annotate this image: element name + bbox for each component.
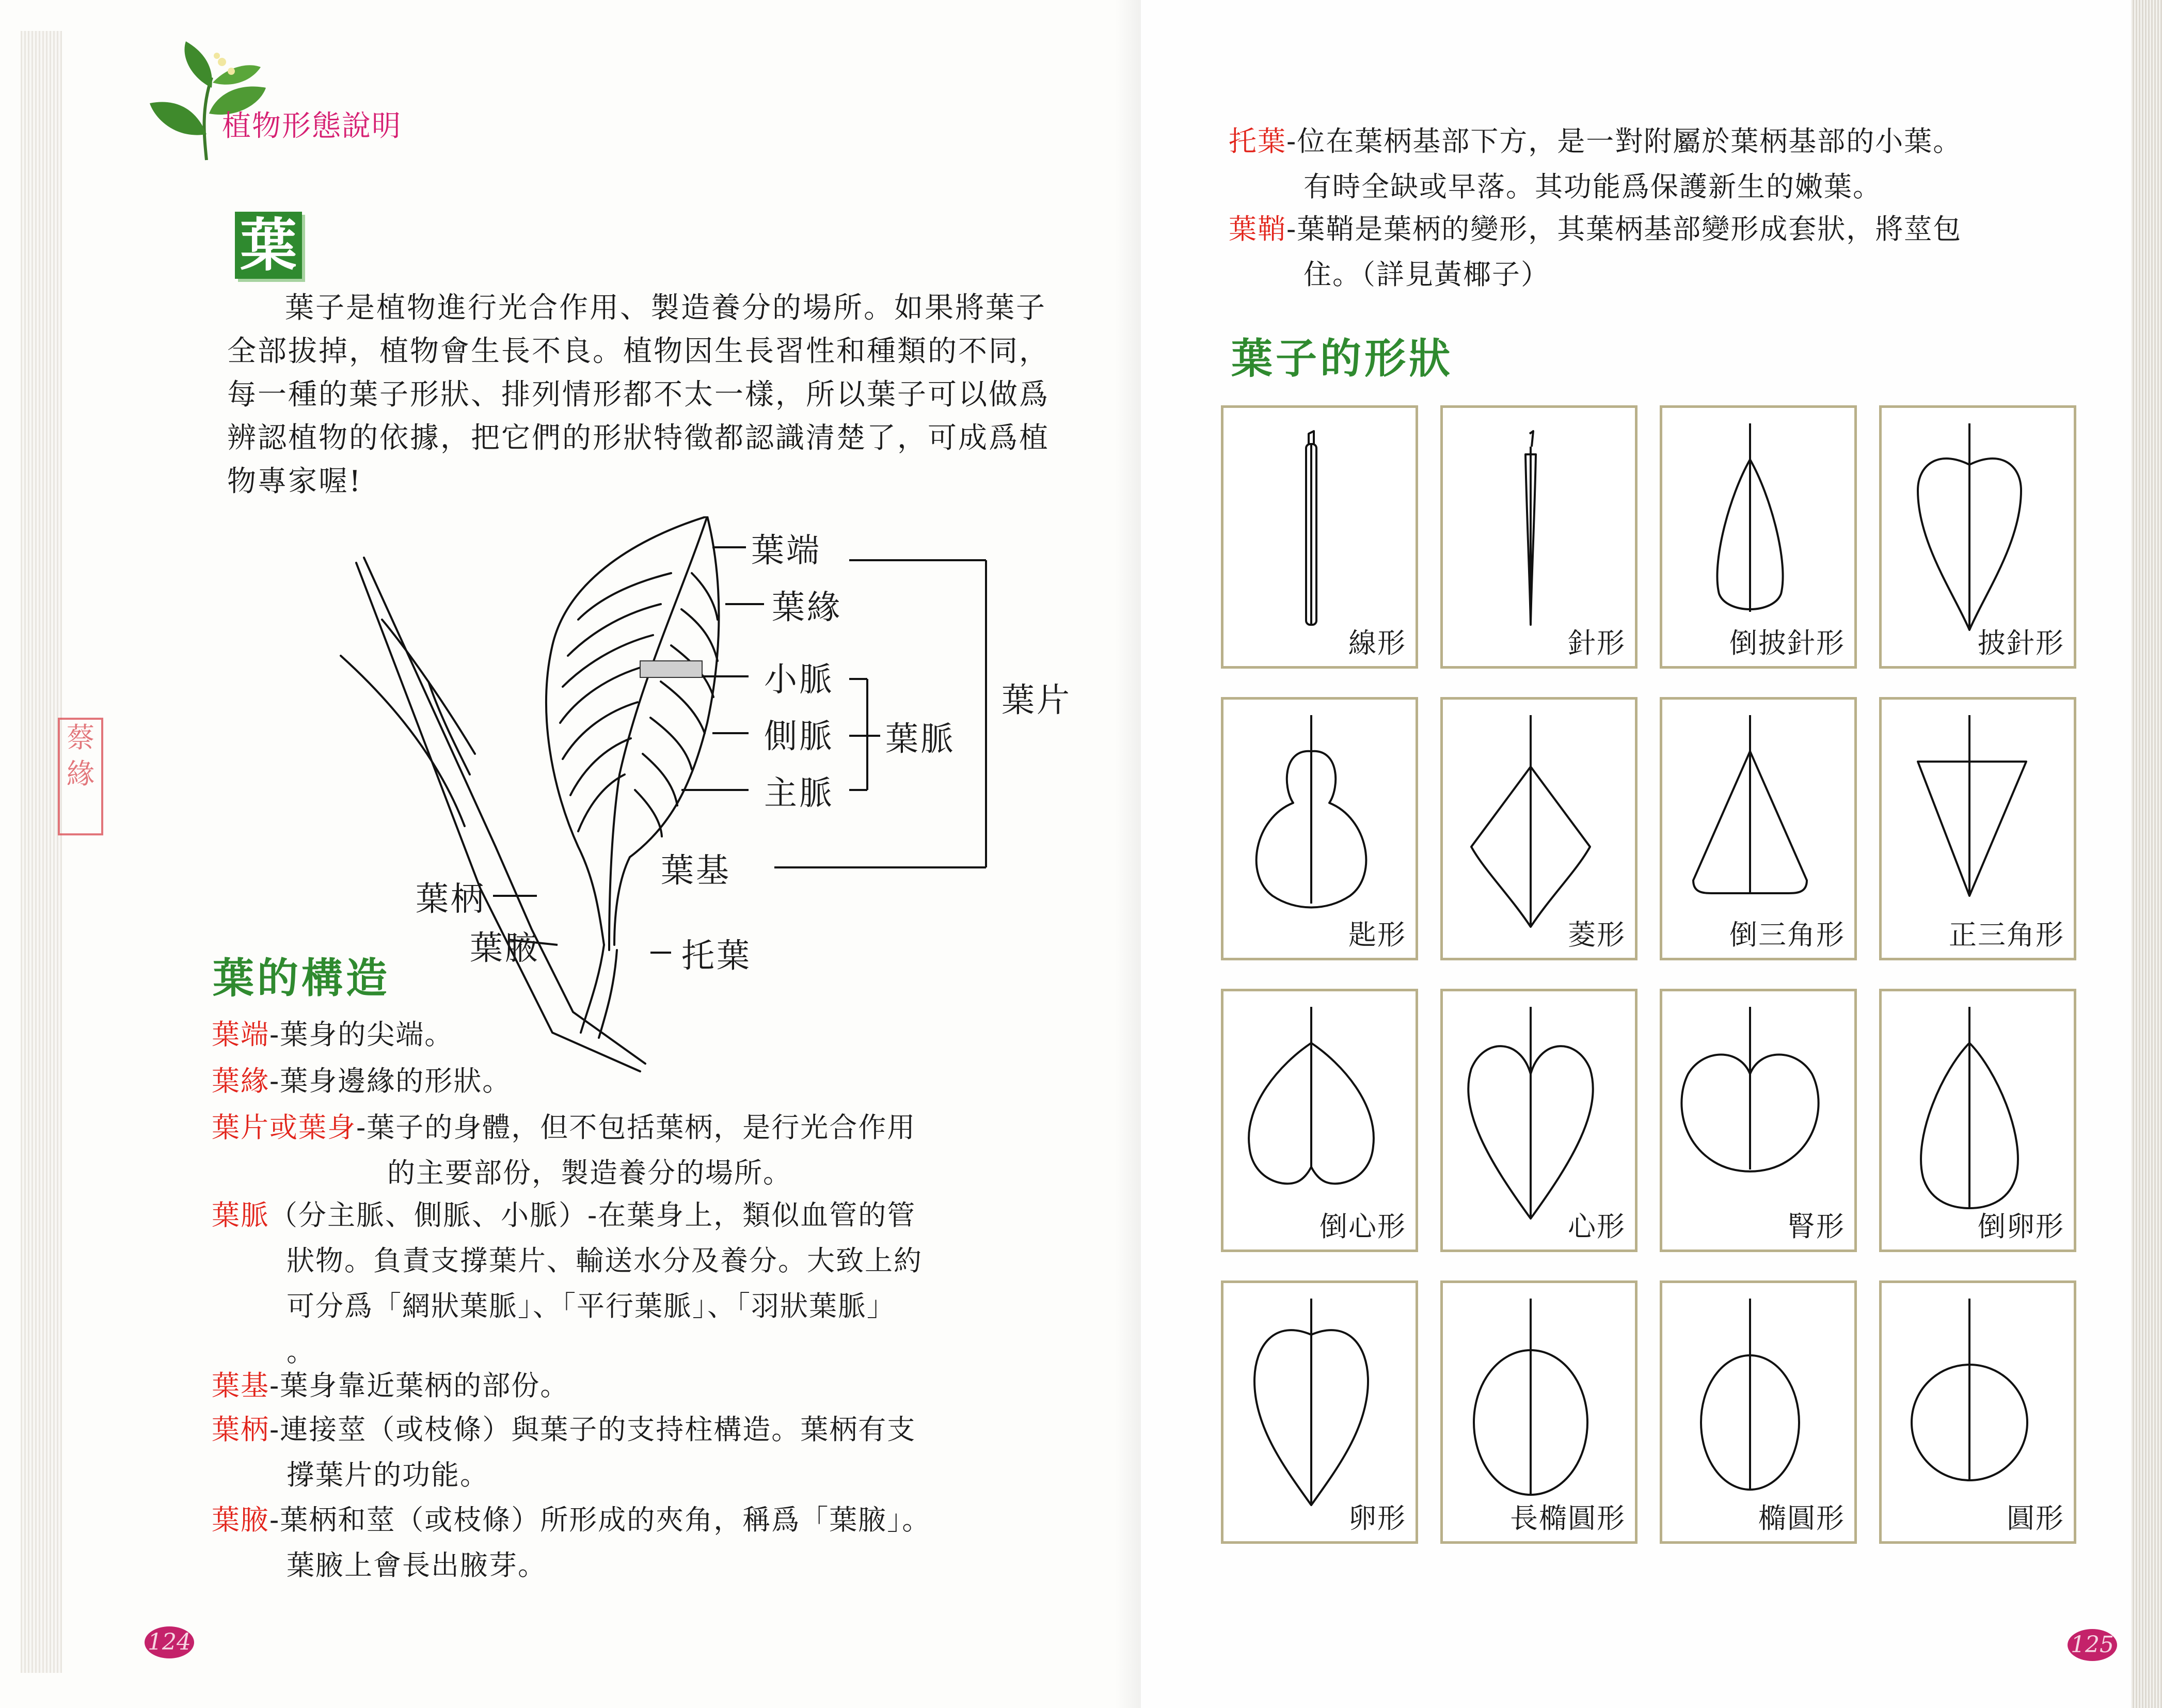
- red-seal-stamp: 蔡緣: [58, 718, 103, 835]
- intro-paragraph: [227, 287, 1053, 503]
- definition-text: 葉腋上會長出腋芽。: [287, 1549, 547, 1582]
- leaf-drawing: [310, 516, 1110, 1095]
- leaf-sprig-icon: [139, 31, 274, 165]
- page-edges: [21, 31, 62, 1673]
- definition-text: -連接莖（或枝條）與葉子的支持柱構造。葉柄有支: [269, 1413, 916, 1446]
- leaf-shape-label: 倒卵形: [1978, 1210, 2064, 1243]
- definition-text: 。: [287, 1335, 315, 1368]
- leaf-shape-label: 匙形: [1348, 919, 1406, 951]
- leaf-shape-cell: [1660, 405, 1857, 669]
- intro-line: 葉子是植物進行光合作用、製造養分的場所。如果將葉: [285, 291, 1016, 325]
- definition-term: 葉脈: [212, 1199, 269, 1231]
- label-axil: 葉腋: [470, 929, 540, 968]
- leaf-shape-cell: [1440, 405, 1638, 669]
- definition-stipule: [1229, 119, 2106, 210]
- definition-leaf-sheath: [1229, 207, 2106, 297]
- leaf-shape-cell: [1879, 405, 2076, 669]
- structure-title: 葉的構造: [213, 954, 390, 1002]
- definition-text: 有時全缺或早落。其功能爲保護新生的嫩葉。: [1303, 170, 1882, 203]
- leaf-shape-label: 倒心形: [1320, 1210, 1406, 1243]
- leaf-shape-label: 圓形: [2007, 1502, 2064, 1535]
- definition-term: 托葉: [1229, 125, 1286, 157]
- definition-text: -葉鞘是葉柄的變形，其葉柄基部變形成套狀，將莖包: [1286, 213, 1962, 245]
- section-char-badge: 葉: [235, 212, 302, 279]
- definition-text: -葉柄和莖（或枝條）所形成的夾角，稱爲「葉腋」。: [269, 1504, 931, 1536]
- page-number-right: 125: [2068, 1629, 2117, 1661]
- definition-leaf-base: [212, 1363, 1017, 1409]
- leaf-shape-cell: [1221, 1280, 1418, 1544]
- page-edges-right: [2131, 0, 2162, 1708]
- definition-petiole: [212, 1407, 1017, 1498]
- leaf-shape-cell: [1660, 989, 1857, 1252]
- definition-text: -葉身靠近葉柄的部份。: [269, 1369, 569, 1402]
- leaf-shape-label: 正三角形: [1949, 919, 2064, 951]
- label-midrib: 主脈: [764, 774, 834, 813]
- intro-line: 以做爲辨認植物的依據，把它們的形狀特徵都認識清楚了，: [227, 378, 1050, 455]
- leaf-shape-label: 腎形: [1787, 1210, 1845, 1243]
- definition-term: 葉緣: [212, 1065, 269, 1097]
- leaf-shape-label: 倒三角形: [1729, 919, 1845, 951]
- leaf-structure-diagram: [310, 516, 1110, 1095]
- definition-leaf-tip: [212, 1012, 1017, 1057]
- definition-term: 葉鞘: [1229, 213, 1286, 245]
- leaf-shape-cell: [1440, 1280, 1638, 1544]
- leaf-shape-cell: [1879, 989, 2076, 1252]
- leaf-shape-cell: [1660, 1280, 1857, 1544]
- definition-term: 葉柄: [212, 1413, 269, 1446]
- definition-veins: [212, 1193, 1017, 1374]
- leaf-shape-label: 長橢圓形: [1510, 1502, 1626, 1535]
- leaf-shape-label: 倒披針形: [1729, 627, 1845, 659]
- definition-text: 狀物。負責支撐葉片、輸送水分及養分。大致上約: [287, 1244, 923, 1277]
- leaf-shape-label: 心形: [1568, 1210, 1626, 1243]
- leaf-shape-cell: [1221, 697, 1418, 960]
- label-leaf-tip: 葉端: [751, 532, 821, 570]
- definition-text: -位在葉柄基部下方，是一對附屬於葉柄基部的小葉。: [1286, 125, 1962, 157]
- definition-text: -葉子的身體，但不包括葉柄，是行光合作用: [356, 1111, 916, 1144]
- definition-leaf-margin: [212, 1058, 1017, 1104]
- leaf-shape-label: 橢圓形: [1758, 1502, 1845, 1535]
- definition-text: -葉身的尖端。: [269, 1018, 454, 1051]
- definition-text: 住。（詳見黃椰子）: [1303, 258, 1550, 291]
- label-veins: 葉脈: [885, 720, 956, 758]
- leaf-shape-cell: [1440, 697, 1638, 960]
- definition-term: 葉腋: [212, 1504, 269, 1536]
- definition-text: 的主要部份，製造養分的場所。: [387, 1157, 792, 1189]
- definition-text: （分主脈、側脈、小脈）-在葉身上，類似血管的管: [269, 1199, 916, 1231]
- definition-text: 可分爲「網狀葉脈」、「平行葉脈」、「羽狀葉脈」: [287, 1290, 896, 1322]
- page-number-left: 124: [145, 1626, 194, 1658]
- definition-term: 葉端: [212, 1018, 269, 1051]
- definition-text: 撐葉片的功能。: [287, 1459, 489, 1491]
- leaf-shape-label: 針形: [1568, 627, 1626, 659]
- leaf-shape-cell: [1879, 1280, 2076, 1544]
- label-lateral-vein: 側脈: [764, 718, 834, 756]
- right-page: [1141, 0, 2162, 1708]
- label-petiole: 葉柄: [416, 880, 486, 919]
- leaf-shape-cell: [1221, 405, 1418, 669]
- leaf-shape-cell: [1879, 697, 2076, 960]
- leaf-shape-cell: [1440, 989, 1638, 1252]
- leaf-shape-cell: [1221, 989, 1418, 1252]
- definition-term: 葉片或葉身: [212, 1111, 356, 1144]
- label-veinlet: 小脈: [764, 661, 834, 699]
- leaf-shape-label: 披針形: [1978, 627, 2064, 659]
- intro-line: 可成爲植物專家喔!: [227, 421, 1050, 498]
- shapes-title: 葉子的形狀: [1231, 335, 1453, 383]
- header-title: 植物形態說明: [222, 109, 402, 143]
- leaf-shape-label: 菱形: [1568, 919, 1626, 951]
- leaf-shape-cell: [1660, 697, 1857, 960]
- definition-leaf-blade: [212, 1105, 1017, 1196]
- label-leaf-base: 葉基: [661, 852, 731, 890]
- definition-axil: [212, 1497, 1017, 1588]
- intro-line: 同，每一種的葉子形狀、排列情形都不太一樣，所以葉子可: [227, 335, 1050, 412]
- label-leaf-margin: 葉緣: [772, 589, 842, 627]
- intro-line: 子全部拔掉，植物會生長不良。植物因生長習性和種類的不: [227, 291, 1046, 368]
- definition-text: -葉身邊緣的形狀。: [269, 1065, 512, 1097]
- label-leaf-blade: 葉片: [1001, 682, 1072, 720]
- label-stipule: 托葉: [681, 937, 752, 975]
- leaf-shape-label: 卵形: [1348, 1502, 1406, 1535]
- leaf-shape-label: 線形: [1348, 627, 1406, 659]
- definition-term: 葉基: [212, 1369, 269, 1402]
